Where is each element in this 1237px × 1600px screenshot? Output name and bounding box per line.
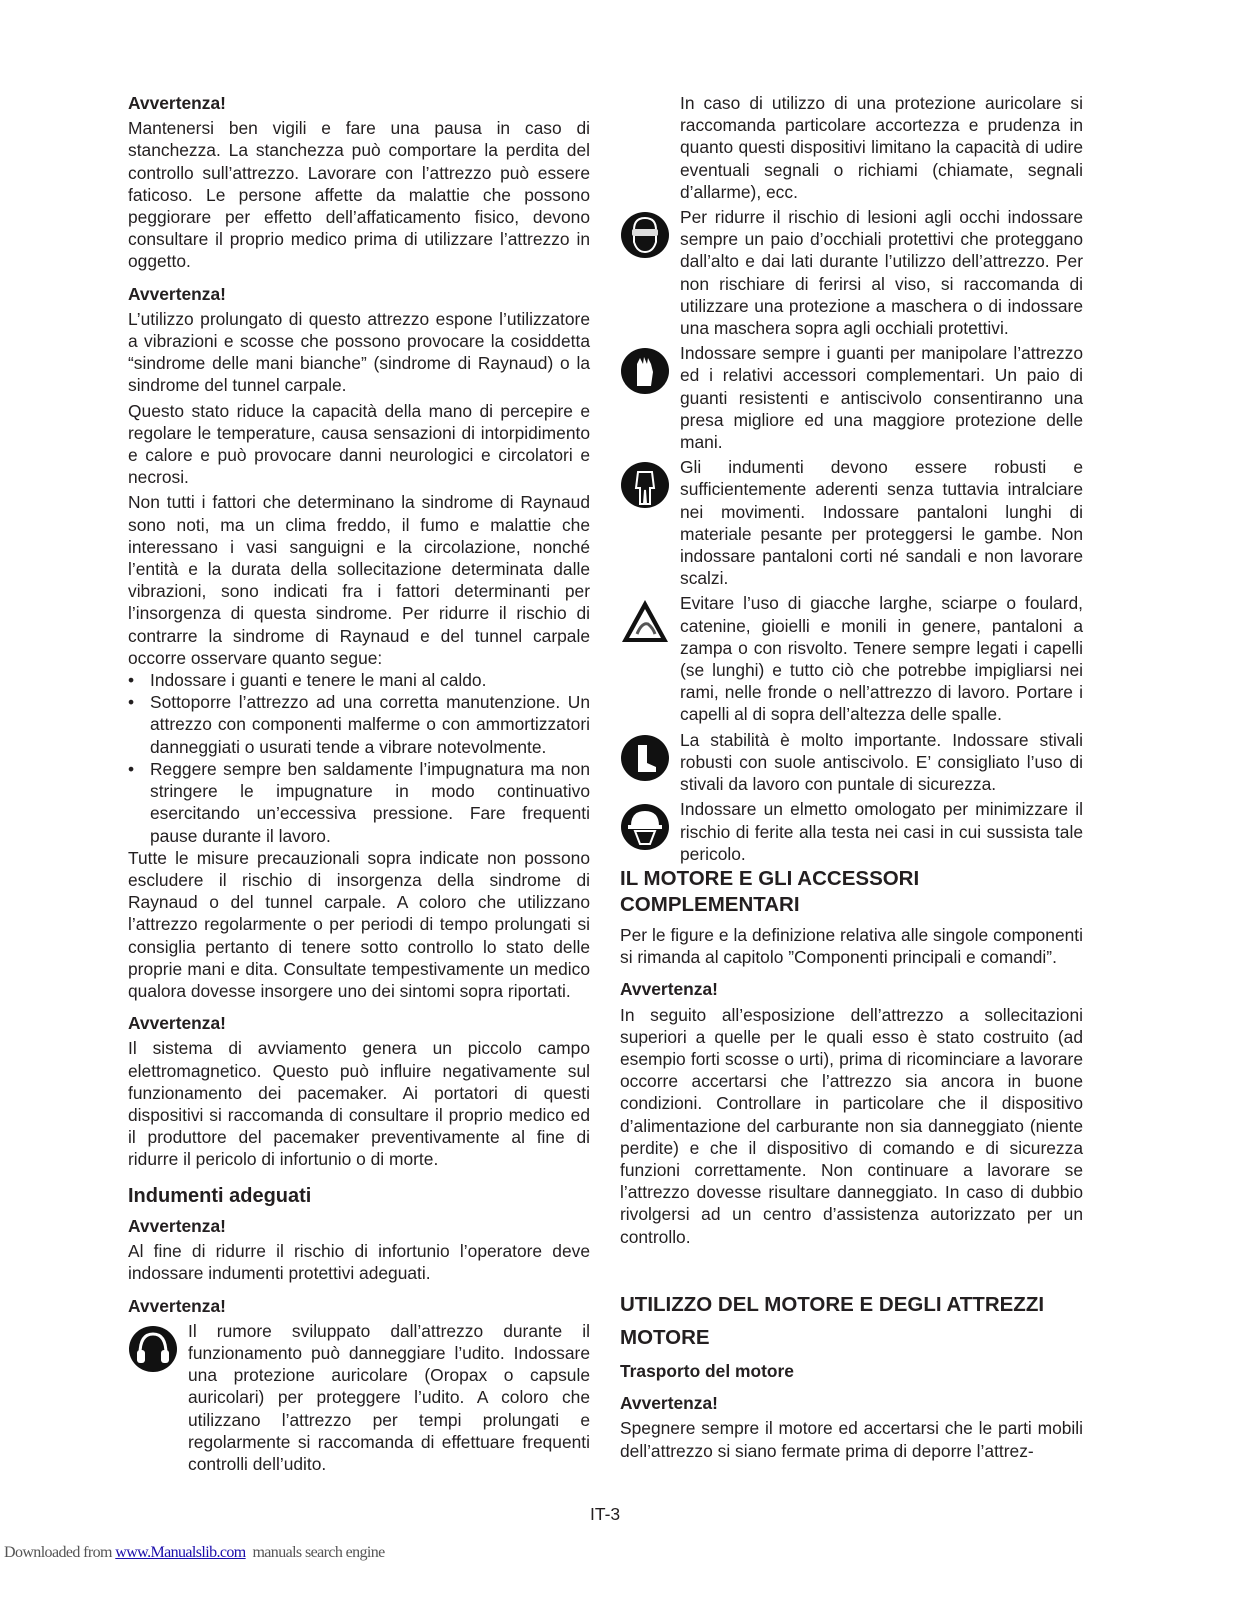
protective-clothing-icon: [620, 460, 670, 510]
warning-title: Avvertenza!: [128, 93, 226, 113]
entanglement-warning-icon: [620, 596, 670, 646]
pacemaker-warning-text: Il sistema di avviamento genera un piccolo campo elettromagnetico. Questo può influire negativamente sul funzionamento dei pacemaker. Ai portatori di questi dispositivi si raccomanda di consultare il proprio medico ed il produttore del pacemaker preventivamente al fine di ridurre il pericolo di infortunio o di morte.: [128, 1038, 590, 1170]
list-item: • Sottoporre l’attrezzo ad una corretta manutenzione. Un attrezzo con componenti malferme o con ammortizzatori danneggiati o usurati tende a vibrare notevolmente.: [128, 691, 590, 758]
vibration-text: Tutte le misure precauzionali sopra indicate non possono escludere il rischio di insorgenza della sindrome di Raynaud o del tunnel carpale. A coloro che utilizzano l’attrezzo regolarmente o per periodi di tempo prolungati si consiglia pertanto di tenere sotto controllo lo stato delle proprie mani e dita. Consultate tempestivamente un medico qualora dovesse insorgere uno dei sintomi sopra riportati.: [128, 847, 590, 1001]
ppe-item-text: Evitare l’uso di giacche larghe, sciarpe o foulard, catenine, gioielli e monili in genere, pantaloni a zampa o con risvolto. Tenere sempre legati i capelli (se lunghi) e tutto ciò che potrebbe impigliarsi nei rami, nelle fronde o nell’attrezzo di lavoro. Portare i capelli al di sopra dell’altezza delle spalle.: [680, 593, 1083, 725]
ppe-item: [620, 456, 1083, 589]
safety-goggles-icon: [620, 210, 670, 260]
ppe-item-text: Gli indumenti devono essere robusti e sufficientemente aderenti senza tuttavia intralciare nei movimenti. Indossare pantaloni lunghi di materiale pesante per proteggersi le gambe. Non indossare pantaloni corti né sandali e non lavorare scalzi.: [680, 457, 1083, 589]
section-heading-motor: IL MOTORE E GLI ACCESSORI COMPLEMENTARI: [620, 867, 920, 916]
left-column-top: [128, 92, 590, 1174]
list-item: • Reggere sempre ben saldamente l’impugnatura ma non stringere le impugnature in modo continuativo esercitando un’eccessiva pressione. Fare frequenti pause durante il lavoro.: [128, 758, 590, 847]
hearing-protection-item: [128, 1320, 590, 1475]
vibration-text: Questo stato riduce la capacità della mano di percepire e regolare le temperature, causa sensazioni di intorpidimento e calore e può provocare danni neurologici e circolatori e necrosi.: [128, 400, 590, 488]
download-prefix: Downloaded from: [4, 1544, 116, 1561]
ppe-item: [620, 729, 1083, 796]
safety-boots-icon: [620, 733, 670, 783]
ppe-item-text: Per ridurre il rischio di lesioni agli occhi indossare sempre un paio d’occhiali protettivi che proteggano dall’alto e dai lati durante l’utilizzo dell’attrezzo. Per non rischiare di ferirsi al viso, si raccomanda di utilizzare una protezione a maschera o di indossare una maschera sopra agli occhiali protettivi.: [680, 207, 1083, 339]
vibration-text: Non tutti i fattori che determinano la sindrome di Raynaud sono noti, ma un clima freddo, il fumo e malattie che interessano i vasi sanguigni e la circolazione, nonché l’entità e la durata della sollecitazione determinata dalle vibrazioni, sono indicati fra i fattori determinanti per l’insorgenza di questa sindrome. Per ridurre il rischio di contrarre la sindrome di Raynaud e del tunnel carpale occorre osservare quanto segue:: [128, 492, 590, 668]
warning-title: Avvertenza!: [128, 1295, 226, 1316]
damage-warning-text: In seguito all’esposizione dell’attrezzo a sollecitazioni superiori a quelle per le quali esso è stato costruito (ad esempio forti scosse o urti), prima di ricominciare a lavorare occorre accertarsi che l’attrezzo sia ancora in buone condizioni. Controllare in particolare che il dispositivo d’alimentazione del carburante non sia danneggiato (niente perdite) e che il dispositivo di comando e di sicurezza funzioni correttamente. Non continuare a lavorare se l’attrezzo dovesse risultare danneggiato. In caso di dubbio rivolgersi ad un centro d’assistenza autorizzato per un controllo.: [620, 1004, 1083, 1247]
section-heading-clothing: Indumenti adeguati: [128, 1185, 312, 1207]
subheading-transport: Trasporto del motore: [620, 1361, 794, 1381]
left-column-bottom: [128, 1183, 590, 1478]
fatigue-warning-text: Mantenersi ben vigili e fare una pausa in caso di stanchezza. La stanchezza può comportare la perdita del controllo sull’attrezzo. Lavorare con l’attrezzo può essere faticoso. Le persone affette da malattie che possono peggiorare per effetto dell’affaticamento fisico, devono consultare il proprio medico prima di utilizzare l’attrezzo in oggetto.: [128, 118, 590, 272]
hearing-protection-text: Il rumore sviluppato dall’attrezzo durante il funzionamento può danneggiare l’udito. Indossare una protezione auricolare (Oropax o capsule auricolari) per proteggere l’udito. A coloro che utilizzano l’attrezzo per tempi prolungati e regolarmente si raccomanda di effettuare frequenti controlli dell’udito.: [188, 1320, 590, 1475]
hearing-continued-text: In caso di utilizzo di una protezione auricolare si raccomanda particolare accortezza e prudenza in quanto questi dispositivi limitano la capacità di udire eventuali segnali o richiami (chiamate, segnali d’allarme), ecc.: [680, 93, 1083, 202]
transport-warning-text: Spegnere sempre il motore ed accertarsi che le parti mobili dell’attrezzo si siano fermate prima di deporre l’attrez-: [620, 1418, 1083, 1461]
warning-title: Avvertenza!: [128, 1216, 226, 1236]
page-number: IT-3: [590, 1504, 621, 1524]
section-heading-use: UTILIZZO DEL MOTORE E DEGLI ATTREZZI MOTORE: [620, 1293, 1045, 1349]
warning-title: Avvertenza!: [620, 979, 718, 1000]
clothing-warning-text: Al fine di ridurre il rischio di infortunio l’operatore deve indossare indumenti protettivi adeguati.: [128, 1241, 590, 1284]
hard-hat-icon: [620, 802, 670, 852]
right-column-bottom: [620, 1288, 1083, 1465]
precaution-list: [128, 669, 590, 847]
ppe-item-text: La stabilità è molto importante. Indossare stivali robusti con suole antiscivolo. E’ consigliato l’uso di stivali da lavoro con puntale di sicurezza.: [680, 729, 1083, 795]
download-footer: [4, 1542, 385, 1564]
ppe-item-text: Indossare sempre i guanti per manipolare l’attrezzo ed i relativi accessori complementari. Un paio di guanti resistenti e antiscivolo consentiranno una presa migliore ed una maggiore protezione delle mani.: [680, 343, 1083, 453]
ppe-item: [620, 798, 1083, 865]
motor-text: Per le figure e la definizione relativa alle singole componenti si rimanda al capitolo ”Componenti principali e comandi”.: [620, 925, 1083, 968]
warning-title: Avvertenza!: [128, 283, 226, 304]
right-column-middle: [620, 866, 1083, 1251]
vibration-text: L’utilizzo prolungato di questo attrezzo espone l’utilizzatore a vibrazioni e scosse che possono provocare la cosiddetta “sindrome delle mani bianche” (sindrome di Raynaud) o la sindrome del tunnel carpale.: [128, 308, 590, 396]
manualslib-link[interactable]: www.Manualslib.com: [115, 1544, 246, 1561]
download-suffix: manuals search engine: [245, 1544, 385, 1561]
warning-title: Avvertenza!: [128, 1013, 226, 1034]
ear-protection-icon: [128, 1324, 178, 1374]
ppe-item: [620, 592, 1083, 725]
warning-title: Avvertenza!: [620, 1393, 718, 1414]
right-column-top: [620, 92, 1083, 868]
ppe-item: [620, 206, 1083, 339]
ppe-item: [620, 342, 1083, 453]
gloves-icon: [620, 346, 670, 396]
ppe-item-text: Indossare un elmetto omologato per minimizzare il rischio di ferite alla testa nei casi in cui sussista tale pericolo.: [680, 799, 1083, 864]
list-item: • Indossare i guanti e tenere le mani al caldo.: [128, 669, 590, 691]
